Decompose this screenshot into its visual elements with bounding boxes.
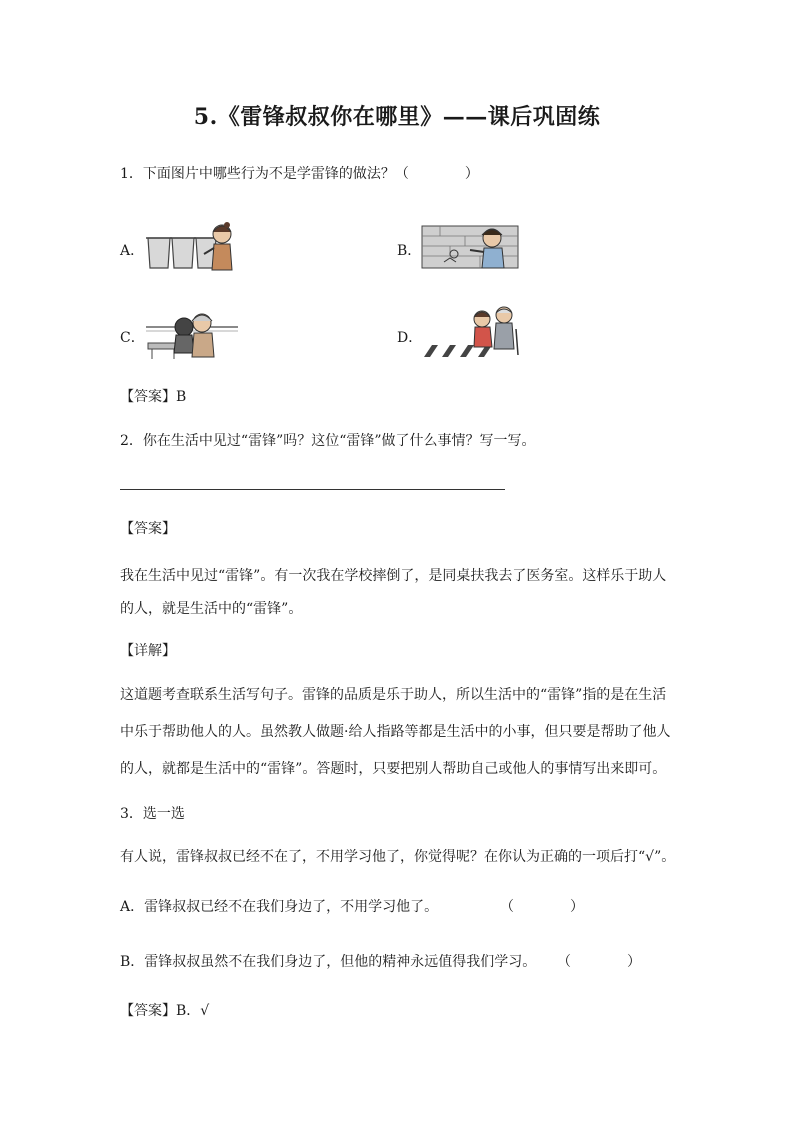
detail-line-3: 的人，就都是生活中的“雷锋”。答题时，只要把别人帮助自己或他人的事情写出来即可。 — [120, 761, 667, 777]
answer-2-line-1: 我在生活中见过“雷锋”。有一次我在学校摔倒了，是同桌扶我去了医务室。这样乐于助人 — [120, 568, 667, 584]
question-3-text: 有人说，雷锋叔叔已经不在了，不用学习他了，你觉得呢？在你认为正确的一项后打“√”。 — [120, 849, 676, 865]
option-a-blank: （ ） — [500, 899, 584, 915]
illustration-wall-drawing — [420, 220, 520, 270]
option-a-label: A． — [120, 243, 145, 259]
answer-1: 【答案】B — [120, 389, 187, 405]
answer-writing-line — [120, 489, 505, 490]
detail-heading: 【详解】 — [120, 643, 176, 659]
question-1: 1．下面图片中哪些行为不是学雷锋的做法？（ ） — [120, 166, 479, 182]
detail-line-1: 这道题考查联系生活写句子。雷锋的品质是乐于助人，所以生活中的“雷锋”指的是在生活 — [120, 687, 667, 703]
question-3-option-b: B．雷锋叔叔虽然不在我们身边了，但他的精神永远值得我们学习。 — [120, 954, 537, 970]
illustration-trash-sorting — [144, 218, 236, 272]
question-3-heading: 3．选一选 — [120, 806, 185, 822]
answer-3: 【答案】B．√ — [120, 1003, 210, 1019]
question-2: 2．你在生活中见过“雷锋”吗？这位“雷锋”做了什么事情？写一写。 — [120, 433, 536, 449]
option-c-label: C． — [120, 330, 145, 346]
question-3-option-a: A．雷锋叔叔已经不在我们身边了，不用学习他了。 — [120, 899, 439, 915]
illustration-bus-seat — [144, 307, 240, 359]
illustration-crosswalk-help — [420, 305, 520, 360]
option-b-blank: （ ） — [557, 954, 641, 970]
page-title: 5.《雷锋叔叔你在哪里》——课后巩固练 — [193, 104, 601, 130]
detail-line-2: 中乐于帮助他人的人。虽然教人做题·给人指路等都是生活中的小事，但只要是帮助了他人 — [120, 724, 671, 740]
answer-2-heading: 【答案】 — [120, 521, 176, 537]
answer-2-line-2: 的人，就是生活中的“雷锋”。 — [120, 601, 303, 617]
option-b-label: B． — [397, 243, 422, 259]
option-d-label: D． — [397, 330, 423, 346]
